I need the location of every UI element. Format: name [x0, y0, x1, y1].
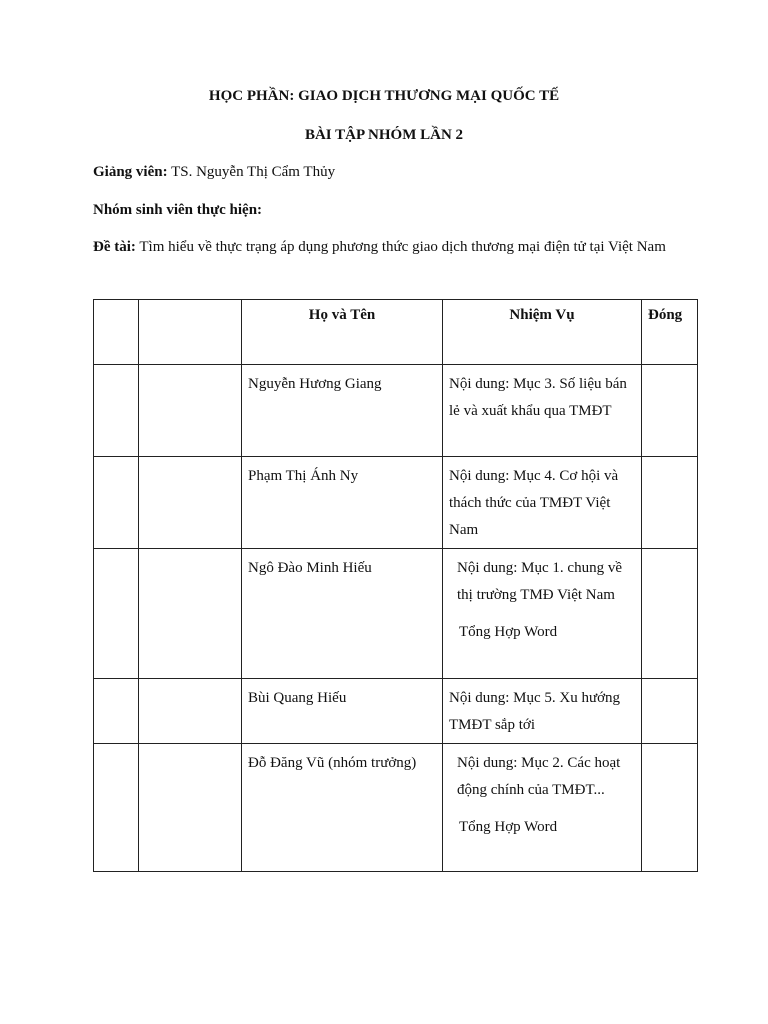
empty-cell	[139, 679, 242, 744]
topic-value: Tìm hiểu về thực trạng áp dụng phương thức giao dịch thương mại điện tử tại Việt Nam	[135, 239, 666, 255]
group-line	[93, 196, 693, 224]
empty-cell	[139, 457, 242, 549]
empty-cell	[94, 744, 139, 872]
empty-cell	[642, 744, 698, 872]
empty-cell	[642, 365, 698, 457]
task-text: Nội dung: Mục 1. chung về thị trường TMĐ Việt Nam	[457, 560, 622, 603]
task-text: Nội dung: Mục 2. Các hoạt động chính của TMĐT...	[457, 755, 621, 798]
lecturer-label: Giảng viên:	[93, 164, 168, 180]
table-header-row	[94, 300, 698, 365]
empty-cell	[642, 549, 698, 679]
task-extra: Tổng Hợp Word	[459, 624, 558, 640]
member-task	[443, 457, 642, 549]
header-cell	[94, 300, 139, 365]
task-text: Nội dung: Mục 3. Số liệu bán lẻ và xuất khẩu qua TMĐT	[449, 376, 627, 419]
member-name: Đỗ Đăng Vũ (nhóm trưởng)	[242, 744, 443, 872]
table-row	[94, 744, 698, 872]
table-row	[94, 679, 698, 744]
member-name: Nguyễn Hương Giang	[242, 365, 443, 457]
topic-line	[93, 233, 693, 261]
assignment-title: BÀI TẬP NHÓM LẦN 2	[304, 127, 464, 143]
member-task	[443, 365, 642, 457]
header-task: Nhiệm Vụ	[443, 300, 642, 365]
lecturer-line	[93, 158, 693, 186]
member-task	[443, 549, 642, 679]
member-name: Phạm Thị Ánh Ny	[242, 457, 443, 549]
empty-cell	[642, 679, 698, 744]
header-name: Họ và Tên	[242, 300, 443, 365]
table-row	[94, 549, 698, 679]
task-extra: Tổng Hợp Word	[459, 819, 558, 835]
empty-cell	[139, 744, 242, 872]
member-task	[443, 744, 642, 872]
empty-cell	[139, 365, 242, 457]
table-row	[94, 457, 698, 549]
task-text: Nội dung: Mục 5. Xu hướng TMĐT sắp tới	[449, 690, 621, 733]
empty-cell	[139, 549, 242, 679]
lecturer-value: TS. Nguyễn Thị Cẩm Thủy	[167, 164, 336, 180]
member-table	[93, 299, 698, 872]
course-title: HỌC PHẦN: GIAO DỊCH THƯƠNG MẠI QUỐC TẾ	[208, 88, 560, 104]
group-label: Nhóm sinh viên thực hiện:	[93, 202, 263, 218]
member-task	[443, 679, 642, 744]
member-name: Ngô Đào Minh Hiếu	[242, 549, 443, 679]
empty-cell	[94, 549, 139, 679]
empty-cell	[94, 457, 139, 549]
header-contribution: Đóng	[642, 300, 698, 365]
task-text: Nội dung: Mục 4. Cơ hội và thách thức của TMĐT Việt Nam	[449, 468, 619, 538]
topic-label: Đề tài:	[93, 239, 136, 255]
header-cell	[139, 300, 242, 365]
member-name: Bùi Quang Hiếu	[242, 679, 443, 744]
empty-cell	[642, 457, 698, 549]
table-row	[94, 365, 698, 457]
empty-cell	[94, 365, 139, 457]
empty-cell	[94, 679, 139, 744]
